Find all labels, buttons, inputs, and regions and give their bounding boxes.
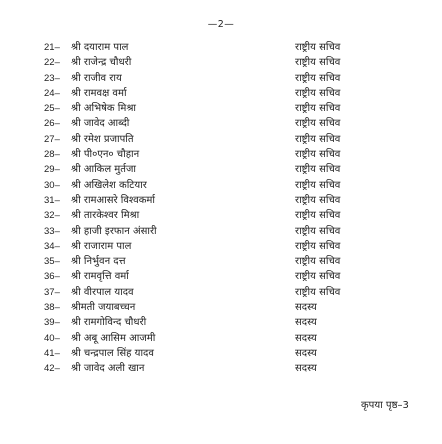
member-list xyxy=(44,40,364,377)
member-post: राष्ट्रीय सचिव xyxy=(295,72,341,84)
member-post: सदस्य xyxy=(295,347,317,359)
list-item xyxy=(44,331,364,346)
member-post: राष्ट्रीय सचिव xyxy=(295,271,341,283)
serial-number: 35– xyxy=(44,256,60,268)
member-post: सदस्य xyxy=(295,317,317,329)
serial-number: 38– xyxy=(44,302,60,314)
list-item xyxy=(44,300,364,315)
member-name: श्री आकिल मुर्तजा xyxy=(71,164,136,176)
serial-number: 26– xyxy=(44,118,60,130)
list-item xyxy=(44,86,364,101)
member-post: राष्ट्रीय सचिव xyxy=(295,164,341,176)
list-item xyxy=(44,132,364,147)
member-post: राष्ट्रीय सचिव xyxy=(295,149,341,161)
serial-number: 39– xyxy=(44,317,60,329)
serial-number: 37– xyxy=(44,286,60,298)
serial-number: 32– xyxy=(44,210,60,222)
list-item xyxy=(44,101,364,116)
member-post: राष्ट्रीय सचिव xyxy=(295,57,341,69)
serial-number: 34– xyxy=(44,240,60,252)
serial-number: 31– xyxy=(44,194,60,206)
serial-number: 27– xyxy=(44,133,60,145)
member-name: श्री रमेश प्रजापति xyxy=(71,133,134,145)
list-item xyxy=(44,239,364,254)
member-name: श्री अखिलेश कटियार xyxy=(71,179,147,191)
member-post: राष्ट्रीय सचिव xyxy=(295,87,341,99)
member-post: राष्ट्रीय सचिव xyxy=(295,42,341,53)
member-post: सदस्य xyxy=(295,302,317,314)
serial-number: 22– xyxy=(44,57,60,69)
member-post: राष्ट्रीय सचिव xyxy=(295,210,341,222)
member-name: श्री रामआसरे विश्वकर्मा xyxy=(71,194,155,206)
list-item xyxy=(44,208,364,223)
serial-number: 28– xyxy=(44,149,60,161)
serial-number: 40– xyxy=(44,332,60,344)
list-item xyxy=(44,224,364,239)
serial-number: 24– xyxy=(44,87,60,99)
member-name: श्री तारकेश्वर मिश्रा xyxy=(71,210,140,222)
list-item xyxy=(44,116,364,131)
member-name: श्री रामगोविन्द चौधरी xyxy=(71,317,147,329)
serial-number: 21– xyxy=(44,42,60,53)
serial-number: 30– xyxy=(44,179,60,191)
member-name: श्री चन्द्रपाल सिंह यादव xyxy=(71,347,154,359)
serial-number: 36– xyxy=(44,271,60,283)
member-post: राष्ट्रीय सचिव xyxy=(295,133,341,145)
member-name: श्री राजाराम पाल xyxy=(71,240,132,252)
list-item xyxy=(44,55,364,70)
member-name: श्री दयाराम पाल xyxy=(71,42,129,53)
list-item xyxy=(44,147,364,162)
serial-number: 41– xyxy=(44,347,60,359)
member-name: श्री रामवृत्ति वर्मा xyxy=(71,271,129,283)
list-item xyxy=(44,162,364,177)
member-post: राष्ट्रीय सचिव xyxy=(295,118,341,130)
list-item xyxy=(44,315,364,330)
member-post: राष्ट्रीय सचिव xyxy=(295,103,341,115)
member-name: श्री हाजी इरफान अंसारी xyxy=(71,225,157,237)
member-post: राष्ट्रीय सचिव xyxy=(295,179,341,191)
list-item xyxy=(44,178,364,193)
serial-number: 23– xyxy=(44,72,60,84)
list-item xyxy=(44,193,364,208)
member-name: श्रीमती जयाबच्चन xyxy=(71,302,136,314)
member-post: राष्ट्रीय सचिव xyxy=(295,240,341,252)
member-name: श्री जावेद आब्दी xyxy=(71,118,130,130)
list-item xyxy=(44,254,364,269)
member-post: सदस्य xyxy=(295,332,317,344)
list-item xyxy=(44,71,364,86)
member-name: श्री अभिषेक मिश्रा xyxy=(71,103,136,115)
member-name: श्री राजीव राय xyxy=(71,72,122,84)
member-name: श्री जावेद अली खान xyxy=(71,363,145,375)
member-name: श्री निर्भुवन दत्त xyxy=(71,256,126,268)
member-name: श्री पी०एन० चौहान xyxy=(71,149,140,161)
member-post: राष्ट्रीय सचिव xyxy=(295,194,341,206)
list-item xyxy=(44,361,364,376)
member-post: राष्ट्रीय सचिव xyxy=(295,225,341,237)
member-name: श्री रामवक्ष वर्मा xyxy=(71,87,127,99)
list-item xyxy=(44,269,364,284)
list-item xyxy=(44,346,364,361)
member-post: सदस्य xyxy=(295,363,317,375)
serial-number: 33– xyxy=(44,225,60,237)
member-name: श्री राजेन्द्र चौधरी xyxy=(71,57,132,69)
page-number: —2— xyxy=(207,19,235,30)
member-post: राष्ट्रीय सचिव xyxy=(295,256,341,268)
member-name: श्री अबू आसिम आजमी xyxy=(71,332,156,344)
continued-note: कृपया पृष्ठ–3 xyxy=(361,400,409,411)
serial-number: 25– xyxy=(44,103,60,115)
list-item xyxy=(44,285,364,300)
serial-number: 42– xyxy=(44,363,60,375)
serial-number: 29– xyxy=(44,164,60,176)
member-post: राष्ट्रीय सचिव xyxy=(295,286,341,298)
list-item xyxy=(44,40,364,55)
member-name: श्री वीरपाल यादव xyxy=(71,286,134,298)
